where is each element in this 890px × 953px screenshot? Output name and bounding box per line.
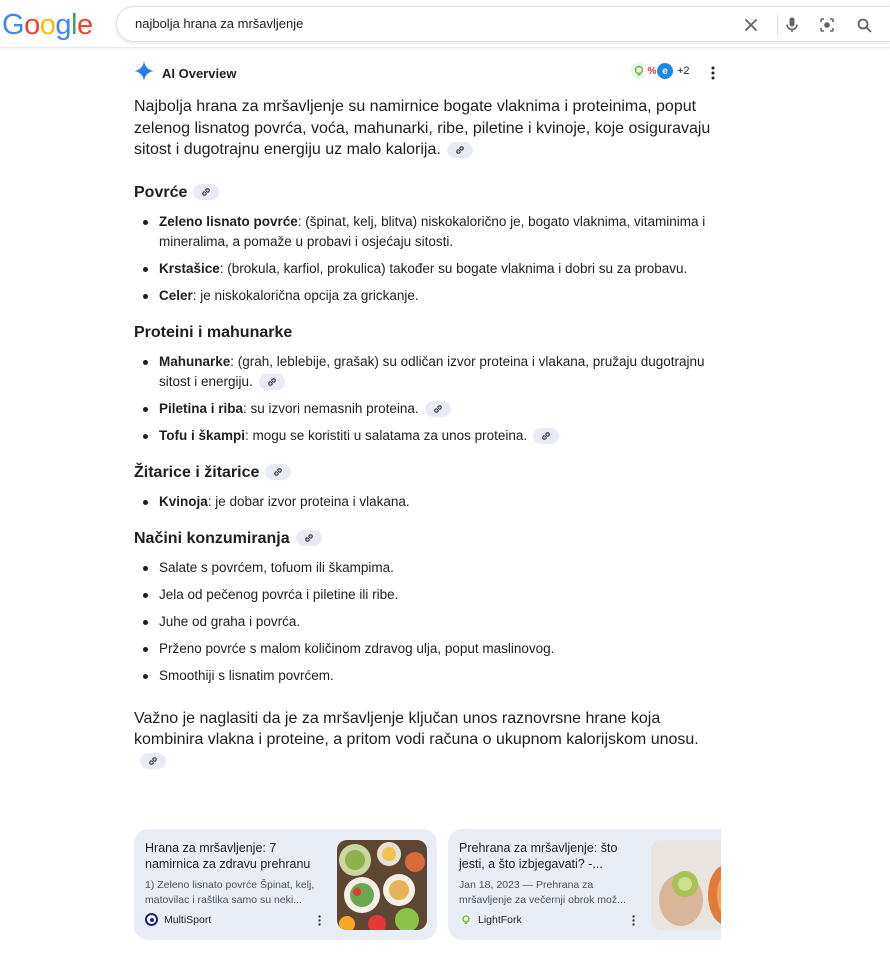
- citation-link-icon[interactable]: [533, 428, 559, 444]
- item-text: : su izvori nemasnih proteina.: [243, 400, 419, 416]
- multisport-favicon-icon: [145, 913, 158, 926]
- search-icon[interactable]: [852, 13, 876, 37]
- item-text: : je niskokalorična opcija za grickanje.: [192, 287, 419, 303]
- item-term: Zeleno lisnato povrće: [159, 213, 298, 229]
- list-item: [159, 492, 724, 512]
- camera-lens-icon[interactable]: [815, 13, 839, 37]
- closing-text: Važno je naglasiti da je za mršavljenje ključan unos raznovrsne hrane koja kombinira vlakna i proteine, a pritom vodi računa o ukupnom kalorijskom unosu.: [134, 709, 699, 748]
- item-term: Krstašice: [159, 260, 220, 276]
- more-options-icon[interactable]: [705, 64, 721, 82]
- section-heading-text: Proteini i mahunarke: [134, 323, 293, 341]
- citation-link-icon[interactable]: [425, 401, 451, 417]
- citation-link-icon[interactable]: [296, 530, 322, 546]
- source-card[interactable]: [134, 829, 437, 940]
- section-heading-text: Načini konzumiranja: [134, 529, 290, 547]
- card-source: [145, 913, 211, 926]
- card-source: [459, 913, 522, 926]
- item-text: : (brokula, karfiol, prokulica) također su bogate vlaknima i dobri su za probavu.: [219, 260, 688, 276]
- google-logo[interactable]: Google: [2, 9, 93, 41]
- lightfork-favicon-icon: [459, 913, 472, 926]
- list-proteini: [134, 352, 724, 446]
- card-title[interactable]: Prehrana za mršavljenje: što jesti, a što izbjegavati? -...: [459, 841, 618, 871]
- item-term: Celer: [159, 287, 193, 303]
- ai-overview-title: AI Overview: [162, 65, 237, 81]
- card-thumbnail-food-bowls[interactable]: [337, 840, 427, 930]
- search-box[interactable]: [116, 6, 890, 42]
- ai-overview-header: [134, 60, 236, 86]
- item-text: : je dobar izvor proteina i vlakana.: [207, 493, 410, 509]
- card-more-icon[interactable]: [626, 913, 640, 927]
- item-term: Mahunarke: [159, 353, 231, 369]
- source-icons[interactable]: [630, 62, 690, 80]
- list-item: [159, 352, 724, 392]
- section-heading-zitarice: [134, 463, 724, 483]
- more-sources-count: +2: [677, 65, 690, 77]
- source-card[interactable]: [448, 829, 721, 940]
- item-text: Salate s povrćem, tofuom ili škampima.: [159, 559, 394, 575]
- closing-paragraph: [134, 708, 724, 773]
- section-heading-nacini: [134, 529, 724, 549]
- top-bar: [0, 0, 890, 48]
- item-term: Kvinoja: [159, 493, 208, 509]
- card-snippet: Jan 18, 2023 — Prehrana za mršavljenje za večernji obrok mož...: [459, 879, 626, 906]
- list-item: [159, 426, 724, 446]
- list-zitarice: [134, 492, 724, 512]
- lead-paragraph: [134, 96, 724, 161]
- item-text: Juhe od graha i povrća.: [159, 613, 301, 629]
- list-item: [159, 639, 724, 659]
- list-item: [159, 399, 724, 419]
- section-heading-text: Žitarice i žitarice: [134, 463, 260, 481]
- citation-link-icon[interactable]: [193, 184, 219, 200]
- citation-link-icon[interactable]: [259, 374, 285, 390]
- list-nacini: [134, 558, 724, 686]
- lead-text: Najbolja hrana za mršavljenje su namirnice bogate vlaknima i proteinima, poput zelenog lisnatog povrća, voća, mahunarki, ribe, piletine i kvinoje, koje osiguravaju sitost i dugotrajnu energiju uz malo kalorija.: [134, 98, 711, 158]
- citation-link-icon[interactable]: [447, 142, 473, 158]
- e-site-icon: e: [656, 62, 674, 80]
- item-term: Tofu i škampi: [159, 427, 246, 443]
- item-text: Prženo povrće s malom količinom zdravog ulja, poput maslinovog.: [159, 640, 555, 656]
- list-item: [159, 666, 724, 686]
- list-item: [159, 612, 724, 632]
- list-item: [159, 585, 724, 605]
- card-source-name: MultiSport: [164, 913, 212, 926]
- card-snippet: 1) Zeleno lisnato povrće Špinat, kelj, matovilac i raštika samo su neki...: [145, 879, 315, 906]
- list-item: [159, 212, 724, 252]
- item-text: : mogu se koristiti u salatama za unos proteina.: [245, 427, 528, 443]
- card-thumbnail-fruit-hands[interactable]: [651, 840, 721, 930]
- section-heading-text: Povrće: [134, 183, 188, 201]
- source-cards: [134, 829, 721, 941]
- sparkle-icon: [134, 61, 154, 86]
- clear-icon[interactable]: [739, 13, 763, 37]
- microphone-icon[interactable]: [780, 13, 804, 37]
- search-input[interactable]: najbolja hrana za mršavljenje: [135, 16, 304, 31]
- section-heading-povrce: [134, 183, 724, 203]
- recipe-site-icon: %: [643, 62, 661, 80]
- citation-link-icon[interactable]: [265, 464, 291, 480]
- list-item: [159, 286, 724, 306]
- divider: [777, 15, 778, 35]
- item-term: Piletina i riba: [159, 400, 244, 416]
- card-title[interactable]: Hrana za mršavljenje: 7 namirnica za zdravu prehranu: [145, 841, 311, 871]
- section-heading-proteini: [134, 323, 724, 343]
- card-more-icon[interactable]: [312, 913, 326, 927]
- item-text: Smoothiji s lisnatim povrćem.: [159, 667, 334, 683]
- item-text: Jela od pečenog povrća i piletine ili ribe.: [159, 586, 399, 602]
- item-text: : (grah, leblebije, grašak) su odličan izvor proteina i vlakana, pružaju dugotrajnu sitost i energiju.: [159, 353, 705, 389]
- ai-overview-content: [134, 96, 724, 772]
- list-povrce: [134, 212, 724, 306]
- card-source-name: LightFork: [478, 913, 522, 926]
- list-item: [159, 558, 724, 578]
- item-text: : (špinat, kelj, blitva) niskokalorično je, bogato vlaknima, vitaminima i mineralima, a pomaže u probavi i osjećaju sitosti.: [159, 213, 706, 249]
- citation-link-icon[interactable]: [140, 753, 166, 769]
- list-item: [159, 259, 724, 279]
